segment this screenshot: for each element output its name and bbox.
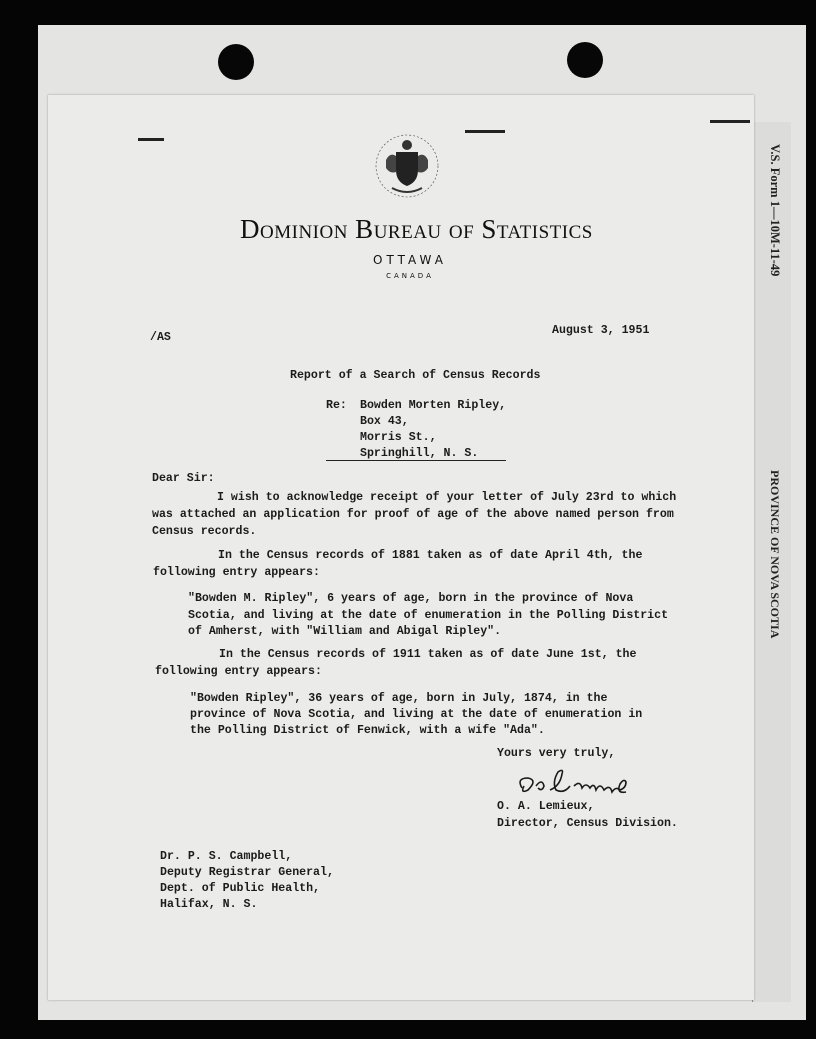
re-line: Bowden Morten Ripley, [360,399,507,412]
body-line: In the Census records of 1881 taken as of date April 4th, the [218,549,643,562]
punch-hole [218,44,254,80]
coat-of-arms-seal [372,130,442,210]
dash-mark [465,130,505,133]
closing: Yours very truly, [497,747,616,760]
quote-line: of Amherst, with "William and Abigal Ripley". [188,625,502,638]
quote-line: "Bowden M. Ripley", 6 years of age, born in the province of Nova [188,592,634,605]
re-underline [326,460,506,461]
quote-line: Scotia, and living at the date of enumeration in the Polling District [188,609,669,622]
salutation: Dear Sir: [152,472,215,485]
letter-date: August 3, 1951 [552,324,650,337]
organization-name: Dominion Bureau of Statistics [240,214,593,244]
body-line: following entry appears: [153,566,320,579]
body-line: I wish to acknowledge receipt of your letter of July 23rd to which [217,491,677,504]
re-line: Springhill, N. S. [360,447,479,460]
recipient-line: Dept. of Public Health, [160,882,321,895]
re-label: Re: [326,399,347,412]
signer-name: O. A. Lemieux, [497,800,595,813]
re-line: Morris St., [360,431,437,444]
country: CANADA [386,272,434,280]
dash-mark [710,120,750,123]
form-strip [752,122,791,1002]
quote-line: province of Nova Scotia, and living at the date of enumeration in [190,708,643,721]
province-label: PROVINCE OF NOVA SCOTIA [768,470,782,639]
city: OTTAWA [373,253,447,267]
signer-title: Director, Census Division. [497,817,678,830]
handwritten-signature [510,766,680,802]
punch-hole [567,42,603,78]
body-line: was attached an application for proof of age of the above named person from [152,508,674,521]
dash-mark [138,138,164,141]
body-line: In the Census records of 1911 taken as of date June 1st, the [219,648,637,661]
form-number: V.S. Form 1—10M-11-49 [768,144,782,277]
recipient-line: Deputy Registrar General, [160,866,334,879]
reference: /AS [150,331,171,344]
quote-line: "Bowden Ripley", 36 years of age, born in July, 1874, in the [190,692,608,705]
subject: Report of a Search of Census Records [290,369,541,382]
body-line: following entry appears: [155,665,322,678]
quote-line: the Polling District of Fenwick, with a wife "Ada". [190,724,545,737]
recipient-line: Halifax, N. S. [160,898,258,911]
body-line: Census records. [152,525,257,538]
re-line: Box 43, [360,415,409,428]
recipient-line: Dr. P. S. Campbell, [160,850,293,863]
